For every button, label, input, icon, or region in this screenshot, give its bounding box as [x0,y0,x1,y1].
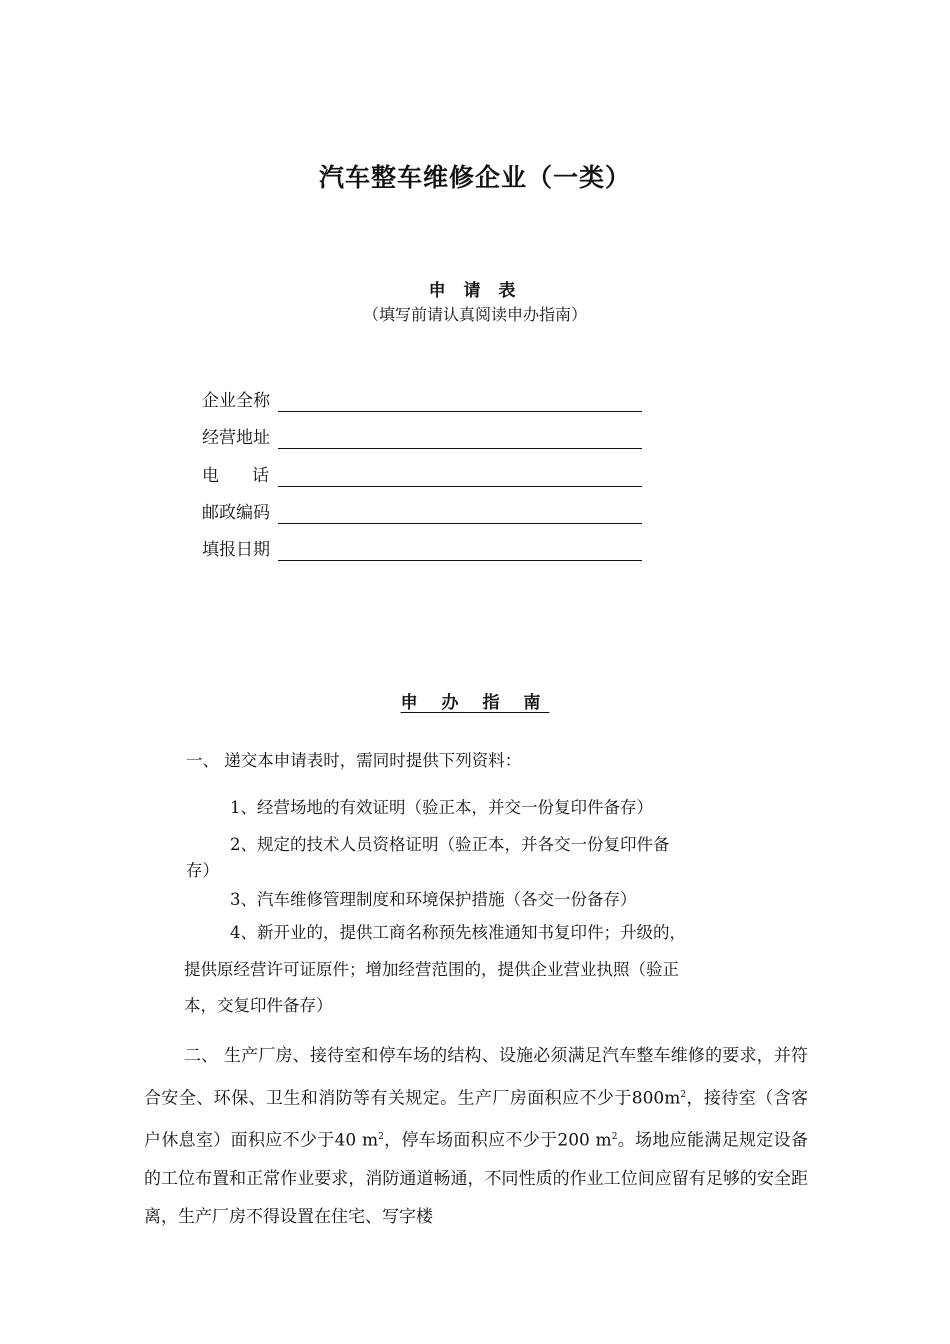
field-label: 填报日期 [202,540,270,560]
field-label: 企业全称 [202,391,270,411]
section1-item2-cont: 存） [186,861,219,880]
section1-item4-cont2: 本，交复印件备存） [184,996,333,1015]
superscript: 2 [611,1131,618,1142]
form-heading: 申 请 表 [428,281,522,301]
superscript: 2 [680,1089,687,1100]
form-subheading: （填写前请认真阅读申办指南） [362,305,587,324]
field-company-name [202,386,642,412]
section1-item1: 1、经营场地的有效证明（验正本，并交一份复印件备存） [230,798,653,817]
business-address-line[interactable] [278,428,642,449]
guide-heading: 申 办 指 南 [400,693,550,713]
phone-line[interactable] [278,466,642,487]
section1-item3: 3、汽车维修管理制度和环境保护措施（各交一份备存） [230,890,637,909]
company-name-line[interactable] [278,391,642,412]
field-label: 邮政编码 [202,503,270,523]
fill-date-line[interactable] [278,540,642,561]
superscript: 2 [378,1131,384,1142]
field-label: 经营地址 [202,428,270,448]
section1-item2: 2、规定的技术人员资格证明（验正本，并各交一份复印件备 [230,835,670,854]
field-business-address [202,423,642,449]
document-title: 汽车整车维修企业（一类） [318,163,631,192]
section1-item4: 4、新开业的，提供工商名称预先核准通知书复印件；升级的， [230,923,686,942]
section1-item4-cont1: 提供原经营许可证原件；增加经营范围的，提供企业营业执照（验正 [184,960,679,979]
field-postal-code [202,498,642,524]
postal-code-line[interactable] [278,503,642,524]
section1-intro: 一、 递交本申请表时，需同时提供下列资料： [186,751,522,770]
field-fill-date [202,535,642,561]
field-phone [202,461,642,487]
section2-paragraph: 二、 生产厂房、接待室和停车场的结构、设施必须满足汽车整车维修的要求，并符合安全、环保、卫生和消防等有关规定。生产厂房面积应不少于$800m^2$，接待室（含客户休息室）面积应不少于40 $m^2$，停车场面积应不少于200 $m^2$。场地应能满足规定设备的工位布置和正常作业要求，消防通道畅通，不同性质的作业工位间应留有足够的安全距离，生产厂房不得设置在住宅、写字楼 [144,1046,809,1228]
field-label: 电话 [202,466,302,486]
